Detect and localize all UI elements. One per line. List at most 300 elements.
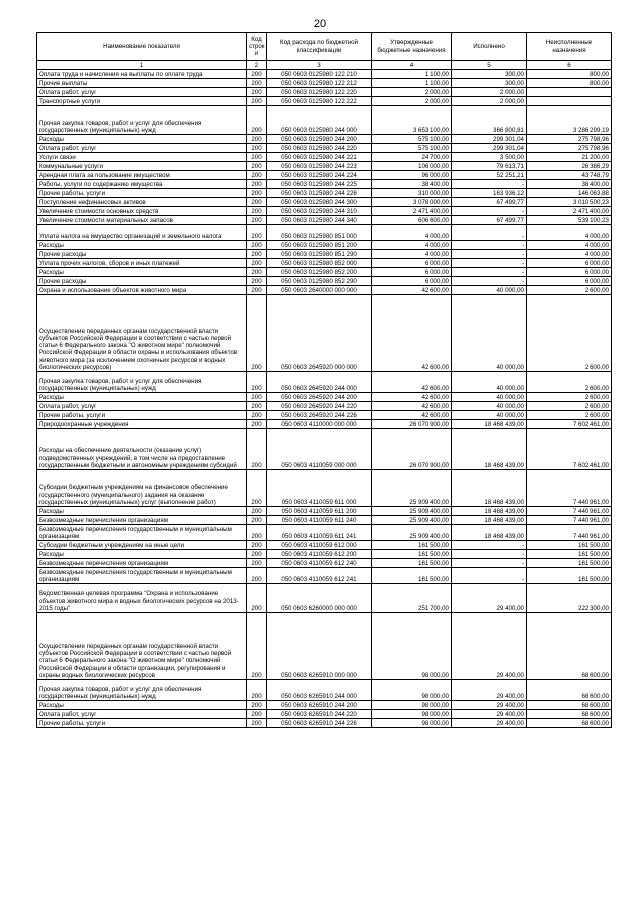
row-remaining: 21 200,00 xyxy=(527,153,612,162)
row-name: Субсидии бюджетным учреждениям на иные цели xyxy=(37,541,247,550)
row-line-code: 200 xyxy=(247,180,267,189)
row-approved: 4 000,00 xyxy=(372,250,452,259)
row-line-code: 200 xyxy=(247,70,267,79)
row-approved: 161 500,00 xyxy=(372,550,452,559)
row-approved: 161 500,00 xyxy=(372,559,452,568)
row-approved: 1 100,00 xyxy=(372,70,452,79)
row-name: Прочая закупка товаров, работ и услуг для обеспечения государственных (муниципальных) нужд xyxy=(37,680,247,701)
row-budget-code: 050 0603 6265910 244 000 xyxy=(267,680,372,701)
row-budget-code: 050 0603 2645920 000 000 xyxy=(267,295,372,372)
row-budget-code: 050 0603 4110059 612 200 xyxy=(267,550,372,559)
row-name: Безвозмездные перечисления государственным и муниципальным организациям xyxy=(37,568,247,584)
row-remaining: 222 300,00 xyxy=(527,584,612,613)
table-row xyxy=(37,207,612,216)
row-remaining: 7 440 961,00 xyxy=(527,507,612,516)
table-row xyxy=(37,286,612,295)
row-remaining: 6 000,00 xyxy=(527,268,612,277)
row-budget-code: 050 0603 0125980 244 310 xyxy=(267,207,372,216)
row-name: Оплата работ, услуг xyxy=(37,144,247,153)
row-budget-code: 050 0603 0125980 244 225 xyxy=(267,180,372,189)
header-budget-classification: Код расхода по бюджетной классификации xyxy=(267,33,372,61)
table-row xyxy=(37,680,612,701)
row-budget-code: 050 0603 2645920 244 200 xyxy=(267,393,372,402)
row-name: Субсидии бюджетным учреждениям на финансовое обеспечение государственного (муниципального) задания на оказание государственных (муниципальных) услуг (выполнение работ) xyxy=(37,470,247,507)
row-remaining: 68 600,00 xyxy=(527,680,612,701)
row-budget-code: 050 0603 2645920 244 226 xyxy=(267,411,372,420)
row-executed: 40 000,00 xyxy=(452,393,527,402)
row-approved: 1 100,00 xyxy=(372,79,452,88)
table-row xyxy=(37,198,612,207)
row-approved: 24 700,00 xyxy=(372,153,452,162)
row-budget-code: 050 0603 0125980 851 000 xyxy=(267,225,372,241)
row-line-code: 200 xyxy=(247,525,267,541)
row-line-code: 200 xyxy=(247,268,267,277)
column-number: 5 xyxy=(452,61,527,70)
row-name: Оплата работ, услуг xyxy=(37,402,247,411)
row-approved: 96 000,00 xyxy=(372,171,452,180)
row-name: Уплата налога на имущество организаций и земельного налога xyxy=(37,225,247,241)
row-line-code: 200 xyxy=(247,171,267,180)
row-remaining: 2 600,00 xyxy=(527,286,612,295)
row-budget-code: 050 0603 4110059 611 240 xyxy=(267,516,372,525)
row-executed: - xyxy=(452,559,527,568)
table-row xyxy=(37,70,612,79)
row-executed: - xyxy=(452,259,527,268)
row-approved: 26 070 900,00 xyxy=(372,420,452,429)
row-executed: - xyxy=(452,568,527,584)
row-remaining: 68 600,00 xyxy=(527,719,612,728)
row-budget-code: 050 0603 0125980 122 220 xyxy=(267,88,372,97)
row-name: Прочие расходы xyxy=(37,277,247,286)
row-line-code: 200 xyxy=(247,568,267,584)
row-budget-code: 050 0603 0125980 122 222 xyxy=(267,97,372,106)
table-row xyxy=(37,559,612,568)
row-approved: 2 000,00 xyxy=(372,97,452,106)
row-line-code: 200 xyxy=(247,135,267,144)
row-line-code: 200 xyxy=(247,559,267,568)
row-remaining: 275 798,96 xyxy=(527,144,612,153)
row-executed: - xyxy=(452,250,527,259)
row-budget-code: 050 0603 0125980 852 290 xyxy=(267,277,372,286)
row-name: Охрана и использование объектов животного мира xyxy=(37,286,247,295)
row-budget-code: 050 0603 4110059 000 000 xyxy=(267,429,372,470)
row-remaining: 2 600,00 xyxy=(527,393,612,402)
row-line-code: 200 xyxy=(247,241,267,250)
row-name: Расходы на обеспечение деятельности (оказание услуг) подведомственных учреждений, в том числе на предоставление государственным бюджетным и автономным учреждениям субсидий xyxy=(37,429,247,470)
row-name: Расходы xyxy=(37,507,247,516)
table-row xyxy=(37,541,612,550)
row-approved: 25 909 400,00 xyxy=(372,525,452,541)
row-remaining: 2 600,00 xyxy=(527,411,612,420)
row-budget-code: 050 0603 4110059 612 000 xyxy=(267,541,372,550)
row-budget-code: 050 0603 0125980 122 210 xyxy=(267,70,372,79)
row-line-code: 200 xyxy=(247,295,267,372)
row-executed: 300,00 xyxy=(452,70,527,79)
row-executed: 67 499,77 xyxy=(452,198,527,207)
row-line-code: 200 xyxy=(247,106,267,135)
row-line-code: 200 xyxy=(247,507,267,516)
row-budget-code: 050 0603 0125980 244 221 xyxy=(267,153,372,162)
row-executed: - xyxy=(452,541,527,550)
row-line-code: 200 xyxy=(247,286,267,295)
table-row xyxy=(37,411,612,420)
row-name: Прочие работы, услуги xyxy=(37,189,247,198)
row-approved: 25 909 400,00 xyxy=(372,470,452,507)
row-line-code: 200 xyxy=(247,216,267,225)
row-line-code: 200 xyxy=(247,162,267,171)
row-approved: 26 070 900,00 xyxy=(372,429,452,470)
table-row xyxy=(37,153,612,162)
row-budget-code: 050 0603 0125980 852 200 xyxy=(267,268,372,277)
row-approved: 606 600,00 xyxy=(372,216,452,225)
row-budget-code: 050 0603 6265910 244 226 xyxy=(267,719,372,728)
row-line-code: 200 xyxy=(247,710,267,719)
row-line-code: 200 xyxy=(247,719,267,728)
row-line-code: 200 xyxy=(247,79,267,88)
row-budget-code: 050 0603 6265910 000 000 xyxy=(267,613,372,680)
table-row xyxy=(37,241,612,250)
row-executed: 18 468 439,00 xyxy=(452,507,527,516)
row-executed: - xyxy=(452,268,527,277)
row-remaining: 6 000,00 xyxy=(527,259,612,268)
row-budget-code: 050 0603 6260000 000 000 xyxy=(267,584,372,613)
row-executed: 29 400,00 xyxy=(452,719,527,728)
row-executed: - xyxy=(452,207,527,216)
row-line-code: 200 xyxy=(247,259,267,268)
table-row xyxy=(37,507,612,516)
row-budget-code: 050 0603 2645920 244 000 xyxy=(267,372,372,393)
row-name: Ведомственная целевая программа "Охрана и использование объектов животного мира и водных биологических ресурсов на 2013-2015 годы" xyxy=(37,584,247,613)
row-executed: 18 468 439,00 xyxy=(452,470,527,507)
row-budget-code: 050 0603 4110059 612 240 xyxy=(267,559,372,568)
table-row xyxy=(37,189,612,198)
row-approved: 6 000,00 xyxy=(372,268,452,277)
row-remaining: 4 000,00 xyxy=(527,225,612,241)
row-executed: 18 468 439,00 xyxy=(452,516,527,525)
row-remaining: 3 286 299,19 xyxy=(527,106,612,135)
row-approved: 25 909 400,00 xyxy=(372,507,452,516)
table-row xyxy=(37,79,612,88)
row-line-code: 200 xyxy=(247,225,267,241)
row-line-code: 200 xyxy=(247,516,267,525)
row-remaining: 2 600,00 xyxy=(527,402,612,411)
row-remaining: 26 386,29 xyxy=(527,162,612,171)
row-budget-code: 050 0603 4110059 611 241 xyxy=(267,525,372,541)
row-approved: 575 100,00 xyxy=(372,135,452,144)
row-name: Безвозмездные перечисления организациям xyxy=(37,559,247,568)
row-executed: 299 301,04 xyxy=(452,135,527,144)
header-indicator-name: Наименование показателя xyxy=(37,33,247,61)
row-approved: 251 700,00 xyxy=(372,584,452,613)
row-remaining: 6 000,00 xyxy=(527,277,612,286)
header-remaining: Неисполненные назначения xyxy=(527,33,612,61)
row-remaining: 3 010 500,23 xyxy=(527,198,612,207)
table-row xyxy=(37,97,612,106)
row-executed: 3 500,00 xyxy=(452,153,527,162)
row-line-code: 200 xyxy=(247,680,267,701)
row-line-code: 200 xyxy=(247,393,267,402)
table-row xyxy=(37,259,612,268)
table-row xyxy=(37,144,612,153)
row-remaining xyxy=(527,97,612,106)
row-line-code: 200 xyxy=(247,470,267,507)
row-budget-code: 050 0603 0125980 244 200 xyxy=(267,135,372,144)
row-remaining: 68 600,00 xyxy=(527,710,612,719)
row-executed: - xyxy=(452,225,527,241)
row-name: Прочие работы, услуги xyxy=(37,411,247,420)
row-remaining: 7 440 961,00 xyxy=(527,525,612,541)
row-name: Коммунальные услуги xyxy=(37,162,247,171)
table-row xyxy=(37,295,612,372)
row-name: Расходы xyxy=(37,701,247,710)
row-approved: 98 000,00 xyxy=(372,680,452,701)
row-name: Услуги связи xyxy=(37,153,247,162)
row-executed: 366 800,81 xyxy=(452,106,527,135)
row-remaining: 7 440 961,00 xyxy=(527,516,612,525)
table-row xyxy=(37,429,612,470)
table-row xyxy=(37,420,612,429)
row-line-code: 200 xyxy=(247,250,267,259)
table-body xyxy=(37,70,612,728)
row-executed: - xyxy=(452,180,527,189)
row-executed: 29 400,00 xyxy=(452,613,527,680)
row-name: Безвозмездные перечисления организациям xyxy=(37,516,247,525)
row-budget-code: 050 0603 2640000 000 000 xyxy=(267,286,372,295)
row-remaining: 161 500,00 xyxy=(527,559,612,568)
row-name: Транспортные услуги xyxy=(37,97,247,106)
row-budget-code: 050 0603 0125980 244 000 xyxy=(267,106,372,135)
row-approved: 98 000,00 xyxy=(372,710,452,719)
row-executed: 29 400,00 xyxy=(452,710,527,719)
row-budget-code: 050 0603 0125980 244 300 xyxy=(267,198,372,207)
column-number: 4 xyxy=(372,61,452,70)
row-approved: 42 600,00 xyxy=(372,393,452,402)
row-approved: 42 600,00 xyxy=(372,295,452,372)
row-executed: 299 301,04 xyxy=(452,144,527,153)
row-line-code: 200 xyxy=(247,402,267,411)
row-remaining xyxy=(527,88,612,97)
row-name: Расходы xyxy=(37,135,247,144)
column-number-row xyxy=(37,61,612,70)
table-row xyxy=(37,550,612,559)
row-remaining: 43 748,79 xyxy=(527,171,612,180)
row-remaining: 4 000,00 xyxy=(527,250,612,259)
row-line-code: 200 xyxy=(247,411,267,420)
table-row xyxy=(37,710,612,719)
row-line-code: 200 xyxy=(247,97,267,106)
row-budget-code: 050 0603 4110059 611 000 xyxy=(267,470,372,507)
table-row xyxy=(37,402,612,411)
row-executed: 29 400,00 xyxy=(452,680,527,701)
header-executed: Исполнено xyxy=(452,33,527,61)
row-executed: 67 499,77 xyxy=(452,216,527,225)
row-approved: 310 000,00 xyxy=(372,189,452,198)
row-budget-code: 050 0603 4110000 000 000 xyxy=(267,420,372,429)
table-row xyxy=(37,568,612,584)
row-name: Увеличение стоимости материальных запасов xyxy=(37,216,247,225)
table-row xyxy=(37,171,612,180)
row-approved: 42 600,00 xyxy=(372,286,452,295)
row-name: Расходы xyxy=(37,241,247,250)
row-remaining: 146 063,88 xyxy=(527,189,612,198)
row-name: Осуществление переданных органам государственной власти субъектов Российской Федерации в соответствии с частью первой статьи 6 Федерального закона "О животном мире" полномочий Российской Федерации в области охраны и использования объектов животного мира (за исключением охотничьих ресурсов и водных биологических ресурсов) xyxy=(37,295,247,372)
row-name: Расходы xyxy=(37,550,247,559)
row-line-code: 200 xyxy=(247,550,267,559)
row-remaining: 161 500,00 xyxy=(527,568,612,584)
row-executed: 40 000,00 xyxy=(452,286,527,295)
row-name: Работы, услуги по содержанию имущества xyxy=(37,180,247,189)
row-line-code: 200 xyxy=(247,541,267,550)
row-name: Оплата работ, услуг xyxy=(37,710,247,719)
column-number: 6 xyxy=(527,61,612,70)
row-budget-code: 050 0603 0125980 122 212 xyxy=(267,79,372,88)
row-budget-code: 050 0603 0125980 852 000 xyxy=(267,259,372,268)
table-row xyxy=(37,250,612,259)
row-remaining: 275 798,96 xyxy=(527,135,612,144)
row-budget-code: 050 0603 6265910 244 200 xyxy=(267,701,372,710)
table-row xyxy=(37,135,612,144)
row-executed: - xyxy=(452,241,527,250)
row-remaining: 4 000,00 xyxy=(527,241,612,250)
row-line-code: 200 xyxy=(247,198,267,207)
table-row xyxy=(37,277,612,286)
row-remaining: 800,00 xyxy=(527,70,612,79)
row-budget-code: 050 0603 0125980 244 226 xyxy=(267,189,372,198)
row-name: Прочие работы, услуги xyxy=(37,719,247,728)
row-name: Природоохранные учреждения xyxy=(37,420,247,429)
row-remaining: 7 602 461,00 xyxy=(527,429,612,470)
row-remaining: 2 471 400,00 xyxy=(527,207,612,216)
table-header-row xyxy=(37,33,612,61)
table-row xyxy=(37,372,612,393)
row-remaining: 161 500,00 xyxy=(527,541,612,550)
row-name: Поступление нефинансовых активов xyxy=(37,198,247,207)
row-remaining: 800,00 xyxy=(527,79,612,88)
row-line-code: 200 xyxy=(247,701,267,710)
row-executed: 40 000,00 xyxy=(452,295,527,372)
row-approved: 6 000,00 xyxy=(372,259,452,268)
row-executed: - xyxy=(452,277,527,286)
table-row xyxy=(37,470,612,507)
row-executed: 52 251,21 xyxy=(452,171,527,180)
row-line-code: 200 xyxy=(247,277,267,286)
row-approved: 575 100,00 xyxy=(372,144,452,153)
table-row xyxy=(37,180,612,189)
row-approved: 4 000,00 xyxy=(372,241,452,250)
row-approved: 98 000,00 xyxy=(372,701,452,710)
row-line-code: 200 xyxy=(247,88,267,97)
row-line-code: 200 xyxy=(247,189,267,198)
table-row xyxy=(37,162,612,171)
row-approved: 25 909 400,00 xyxy=(372,516,452,525)
row-executed: - xyxy=(452,550,527,559)
row-budget-code: 050 0603 6265910 244 220 xyxy=(267,710,372,719)
row-executed: 163 936,12 xyxy=(452,189,527,198)
row-name: Прочая закупка товаров, работ и услуг для обеспечения государственных (муниципальных) нужд xyxy=(37,372,247,393)
row-approved: 42 600,00 xyxy=(372,372,452,393)
row-approved: 98 000,00 xyxy=(372,613,452,680)
row-approved: 6 000,00 xyxy=(372,277,452,286)
row-name: Осуществление переданных органам государственной власти субъектов Российской Федерации в соответствии с частью первой статьи 6 Федерального закона "О животном мире" полномочий Российской Федерации в области организации, регулирования и охраны водных биологических ресурсов xyxy=(37,613,247,680)
row-budget-code: 050 0603 4110059 611 200 xyxy=(267,507,372,516)
row-name: Прочие расходы xyxy=(37,250,247,259)
row-budget-code: 050 0603 0125980 851 200 xyxy=(267,241,372,250)
row-approved: 106 000,00 xyxy=(372,162,452,171)
row-name: Арендная плата за пользование имуществом xyxy=(37,171,247,180)
table-row xyxy=(37,719,612,728)
row-line-code: 200 xyxy=(247,372,267,393)
row-name: Прочие выплаты xyxy=(37,79,247,88)
page-number: 20 xyxy=(313,18,327,30)
row-remaining: 68 600,00 xyxy=(527,613,612,680)
table-row xyxy=(37,584,612,613)
row-name: Прочая закупка товаров, работ и услуг для обеспечения государственных (муниципальных) нужд xyxy=(37,106,247,135)
row-name: Оплата труда и начисления на выплаты по оплате труда xyxy=(37,70,247,79)
row-budget-code: 050 0603 0125980 244 340 xyxy=(267,216,372,225)
row-line-code: 200 xyxy=(247,207,267,216)
row-approved: 3 653 100,00 xyxy=(372,106,452,135)
row-executed: 18 468 439,00 xyxy=(452,420,527,429)
row-line-code: 200 xyxy=(247,429,267,470)
table-row xyxy=(37,613,612,680)
row-budget-code: 050 0603 0125980 244 220 xyxy=(267,144,372,153)
row-line-code: 200 xyxy=(247,144,267,153)
table-row xyxy=(37,516,612,525)
row-name: Уплата прочих налогов, сборов и иных платежей xyxy=(37,259,247,268)
row-name: Безвозмездные перечисления государственным и муниципальным организациям xyxy=(37,525,247,541)
column-number: 1 xyxy=(37,61,247,70)
row-remaining: 7 440 961,00 xyxy=(527,470,612,507)
row-budget-code: 050 0603 4110059 612 241 xyxy=(267,568,372,584)
row-remaining: 2 600,00 xyxy=(527,372,612,393)
row-approved: 2 000,00 xyxy=(372,88,452,97)
row-executed: 40 000,00 xyxy=(452,402,527,411)
row-executed: 18 468 439,00 xyxy=(452,525,527,541)
row-budget-code: 050 0603 2645920 244 220 xyxy=(267,402,372,411)
row-budget-code: 050 0603 0125980 851 290 xyxy=(267,250,372,259)
row-remaining: 539 100,23 xyxy=(527,216,612,225)
row-executed: 300,00 xyxy=(452,79,527,88)
row-executed: 29 400,00 xyxy=(452,701,527,710)
row-name: Увеличение стоимости основных средств xyxy=(37,207,247,216)
row-name: Оплата работ, услуг xyxy=(37,88,247,97)
row-remaining: 2 600,00 xyxy=(527,295,612,372)
column-number: 2 xyxy=(247,61,267,70)
row-executed: 40 000,00 xyxy=(452,411,527,420)
row-name: Расходы xyxy=(37,268,247,277)
table-row xyxy=(37,216,612,225)
table-row xyxy=(37,268,612,277)
row-remaining: 7 602 461,00 xyxy=(527,420,612,429)
row-approved: 161 500,00 xyxy=(372,541,452,550)
row-approved: 161 500,00 xyxy=(372,568,452,584)
row-name: Расходы xyxy=(37,393,247,402)
table-row xyxy=(37,225,612,241)
table-row xyxy=(37,525,612,541)
row-line-code: 200 xyxy=(247,613,267,680)
row-approved: 2 471 400,00 xyxy=(372,207,452,216)
table-row xyxy=(37,88,612,97)
table-row xyxy=(37,701,612,710)
budget-execution-table xyxy=(36,32,612,728)
row-approved: 42 600,00 xyxy=(372,411,452,420)
table-row xyxy=(37,393,612,402)
header-line-code: Код строк и xyxy=(247,33,267,61)
row-approved: 3 078 000,00 xyxy=(372,198,452,207)
row-approved: 38 400,00 xyxy=(372,180,452,189)
row-budget-code: 050 0603 0125980 244 224 xyxy=(267,171,372,180)
row-executed: 18 468 439,00 xyxy=(452,429,527,470)
